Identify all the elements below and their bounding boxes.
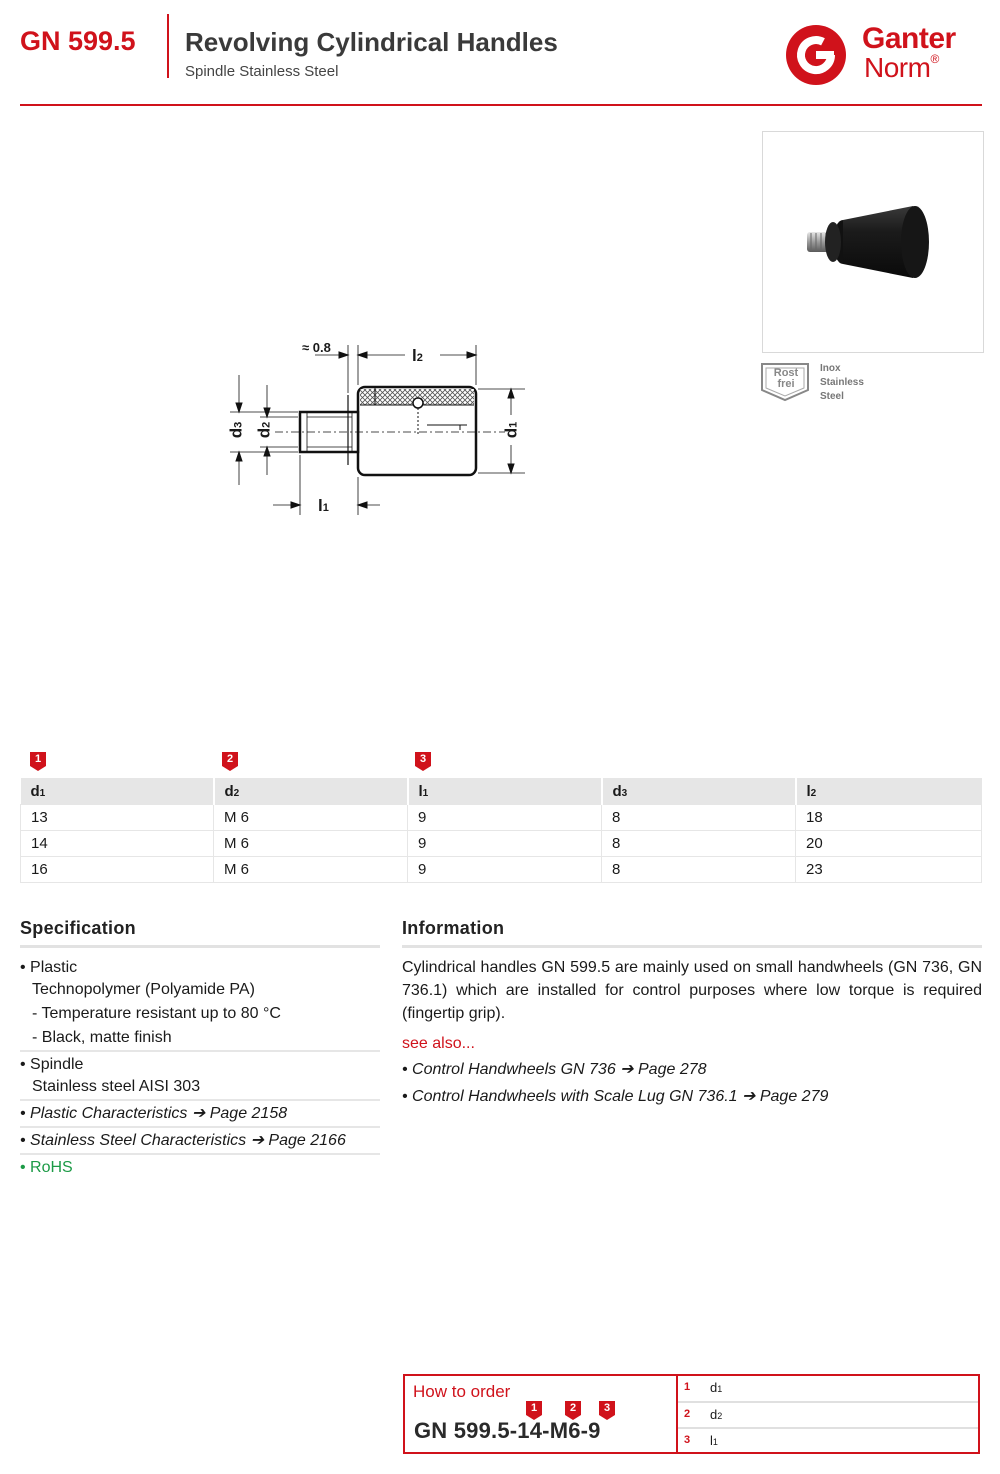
badge-stamp-text: Rost frei xyxy=(773,367,799,390)
page-title: Revolving Cylindrical Handles xyxy=(185,27,558,57)
spec-plastic-detail: Technopolymer (Polyamide PA) xyxy=(32,981,255,998)
order-marker-2-label: 2 xyxy=(569,1402,577,1414)
table-cell: M 6 xyxy=(214,805,408,831)
logo-text-ganter: Ganter xyxy=(862,22,956,55)
spec-steel-characteristics-link[interactable]: • Stainless Steel Characteristics ➔ Page 2166 xyxy=(20,1132,346,1149)
table-row xyxy=(21,831,982,857)
table-row xyxy=(21,805,982,831)
order-code-example: GN 599.5-14-M6-9 xyxy=(414,1418,601,1443)
marker-1-label: 1 xyxy=(34,753,42,765)
dim-approx-label: ≈ 0.8 xyxy=(302,340,331,355)
product-code: GN 599.5 xyxy=(20,26,136,56)
header-divider xyxy=(167,14,169,78)
information-title: Information xyxy=(402,918,505,938)
see-also-link-gn736[interactable]: • Control Handwheels GN 736 ➔ Page 278 xyxy=(402,1061,707,1078)
spec-temperature: - Temperature resistant up to 80 °C xyxy=(32,1005,281,1022)
information-rule xyxy=(402,945,982,948)
table-cell: M 6 xyxy=(214,831,408,857)
column-header-l2: l2 xyxy=(796,778,982,805)
spec-rohs: • RoHS xyxy=(20,1159,73,1176)
see-also-link-gn736-1[interactable]: • Control Handwheels with Scale Lug GN 736.1 ➔ Page 279 xyxy=(402,1088,829,1105)
spec-divider xyxy=(20,1126,380,1128)
header-rule xyxy=(20,104,982,106)
table-header-row xyxy=(21,778,982,805)
marker-2-label: 2 xyxy=(226,753,234,765)
how-to-order-label: How to order xyxy=(413,1382,511,1401)
page-subtitle: Spindle Stainless Steel xyxy=(185,63,339,80)
spec-divider xyxy=(20,1050,380,1052)
table-cell: 16 xyxy=(21,857,214,883)
column-header-d3: d3 xyxy=(602,778,796,805)
spec-spindle: • Spindle xyxy=(20,1056,84,1073)
column-header-d2: d2 xyxy=(214,778,408,805)
table-cell: 9 xyxy=(408,831,602,857)
column-header-l1: l1 xyxy=(408,778,602,805)
dim-d1-label: d1 xyxy=(501,421,521,439)
table-cell: 9 xyxy=(408,805,602,831)
see-also-label: see also... xyxy=(402,1035,475,1052)
table-cell: 20 xyxy=(796,831,982,857)
order-row-1: 1 d1 xyxy=(684,1380,723,1395)
order-row-3: 3 l1 xyxy=(684,1433,718,1448)
table-cell: 18 xyxy=(796,805,982,831)
spec-finish: - Black, matte finish xyxy=(32,1029,172,1046)
column-header-d1: d1 xyxy=(21,778,214,805)
badge-label: Inox Stainless Steel xyxy=(820,363,864,402)
spec-divider xyxy=(20,1153,380,1155)
table-row xyxy=(21,857,982,883)
product-photo xyxy=(762,131,984,353)
spec-spindle-detail: Stainless steel AISI 303 xyxy=(32,1078,201,1095)
table-cell: M 6 xyxy=(214,857,408,883)
dim-d3-label: d3 xyxy=(226,421,246,439)
information-text: Cylindrical handles GN 599.5 are mainly used on small handwheels (GN 736, GN 736.1) which are installed for control purposes where low torque is required (fingertip grip). xyxy=(402,959,982,1022)
order-row-2: 2 d2 xyxy=(684,1407,723,1422)
order-marker-3-label: 3 xyxy=(603,1402,611,1414)
dim-l1-label: l1 xyxy=(318,496,329,515)
ganter-logo-icon xyxy=(785,24,847,86)
spec-plastic-characteristics-link[interactable]: • Plastic Characteristics ➔ Page 2158 xyxy=(20,1105,288,1122)
table-cell: 8 xyxy=(602,831,796,857)
dimensions-table xyxy=(20,778,982,883)
spec-divider xyxy=(20,1099,380,1101)
table-cell: 23 xyxy=(796,857,982,883)
table-cell: 14 xyxy=(21,831,214,857)
marker-3-label: 3 xyxy=(419,753,427,765)
dim-d2-label: d2 xyxy=(254,421,274,439)
table-cell: 8 xyxy=(602,805,796,831)
table-cell: 9 xyxy=(408,857,602,883)
table-cell: 8 xyxy=(602,857,796,883)
specification-rule xyxy=(20,945,380,948)
order-marker-1-label: 1 xyxy=(530,1402,538,1414)
logo-text-norm: Norm® xyxy=(864,52,939,83)
specification-title: Specification xyxy=(20,918,136,938)
table-cell: 13 xyxy=(21,805,214,831)
dim-l2-label: l2 xyxy=(412,346,423,365)
spec-plastic: • Plastic xyxy=(20,959,78,976)
